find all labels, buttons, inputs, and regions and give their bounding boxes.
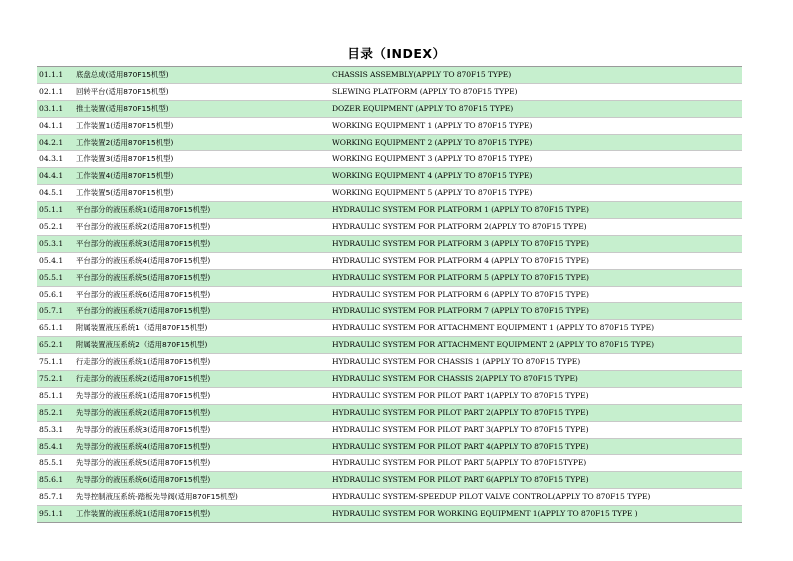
index-row (37, 253, 742, 270)
index-title-en: WORKING EQUIPMENT 3 (APPLY TO 870F15 TYPE) (332, 154, 533, 164)
index-code: 65.2.1 (39, 340, 64, 350)
index-title-en: HYDRAULIC SYSTEM FOR PILOT PART 6(APPLY TO 870F15 TYPE) (332, 475, 589, 485)
index-title-en: WORKING EQUIPMENT 1 (APPLY TO 870F15 TYPE) (332, 120, 533, 130)
index-title-cn: 工作装置3(适用870F15机型) (76, 154, 174, 164)
index-code: 04.3.1 (39, 154, 64, 164)
index-code: 05.7.1 (39, 306, 64, 316)
index-code: 75.1.1 (39, 357, 64, 367)
index-title-cn: 推土装置(适用870F15机型) (76, 103, 169, 113)
index-title-cn: 平台部分的液压系统5(适用870F15机型) (76, 272, 211, 282)
index-title-en: HYDRAULIC SYSTEM FOR PILOT PART 4(APPLY TO 870F15 TYPE) (332, 441, 589, 451)
index-title-en: HYDRAULIC SYSTEM FOR PLATFORM 6 (APPLY TO 870F15 TYPE) (332, 289, 589, 299)
index-title-en: WORKING EQUIPMENT 2 (APPLY TO 870F15 TYPE) (332, 137, 533, 147)
index-row (37, 303, 742, 320)
index-title-en: HYDRAULIC SYSTEM FOR PILOT PART 3(APPLY TO 870F15 TYPE) (332, 424, 589, 434)
index-code: 05.2.1 (39, 222, 64, 232)
index-code: 85.4.1 (39, 441, 64, 451)
index-title-cn: 平台部分的液压系统2(适用870F15机型) (76, 222, 211, 232)
index-row (37, 202, 742, 219)
index-row (37, 422, 742, 439)
index-title-en: WORKING EQUIPMENT 4 (APPLY TO 870F15 TYPE) (332, 171, 533, 181)
index-row (37, 405, 742, 422)
index-row (37, 219, 742, 236)
index-title-en: HYDRAULIC SYSTEM FOR CHASSIS 2(APPLY TO 870F15 TYPE) (332, 374, 578, 384)
index-title-cn: 工作装置5(适用870F15机型) (76, 188, 174, 198)
index-title-en: HYDRAULIC SYSTEM FOR PILOT PART 2(APPLY TO 870F15 TYPE) (332, 407, 589, 417)
index-title-cn: 底盘总成(适用870F15机型) (76, 70, 169, 79)
index-title-cn: 工作装置4(适用870F15机型) (76, 171, 174, 181)
index-row (37, 287, 742, 304)
index-code: 01.1.1 (39, 70, 64, 79)
index-row (37, 337, 742, 354)
index-row (37, 67, 742, 84)
index-title-cn: 平台部分的液压系统3(适用870F15机型) (76, 238, 211, 248)
index-row (37, 455, 742, 472)
index-row (37, 236, 742, 253)
index-title-cn: 工作装置2(适用870F15机型) (76, 137, 174, 147)
index-title-cn: 回转平台(适用870F15机型) (76, 86, 169, 96)
index-code: 03.1.1 (39, 103, 64, 113)
index-title-cn: 先导部分的液压系统4(适用870F15机型) (76, 441, 211, 451)
index-row (37, 506, 742, 523)
index-code: 85.1.1 (39, 390, 64, 400)
index-title-en: CHASSIS ASSEMBLY(APPLY TO 870F15 TYPE) (332, 70, 512, 79)
index-code: 05.1.1 (39, 205, 64, 215)
index-title-en: HYDRAULIC SYSTEM FOR PLATFORM 7 (APPLY TO 870F15 TYPE) (332, 306, 589, 316)
index-row (37, 185, 742, 202)
index-row (37, 151, 742, 168)
index-table (37, 66, 742, 523)
index-title-en: SLEWING PLATFORM (APPLY TO 870F15 TYPE) (332, 86, 518, 96)
index-title-cn: 工作装置的液压系统1(适用870F15机型) (76, 509, 211, 519)
index-code: 05.6.1 (39, 289, 64, 299)
index-title-cn: 工作装置1(适用870F15机型) (76, 120, 174, 130)
index-title-en: HYDRAULIC SYSTEM FOR PLATFORM 1 (APPLY TO 870F15 TYPE) (332, 205, 589, 215)
index-title-en: WORKING EQUIPMENT 5 (APPLY TO 870F15 TYPE) (332, 188, 533, 198)
index-code: 04.2.1 (39, 137, 64, 147)
index-row (37, 489, 742, 506)
index-row (37, 270, 742, 287)
index-title-en: HYDRAULIC SYSTEM FOR ATTACHMENT EQUIPMENT 2 (APPLY TO 870F15 TYPE) (332, 340, 654, 350)
index-code: 65.1.1 (39, 323, 64, 333)
index-code: 04.5.1 (39, 188, 64, 198)
index-title-en: HYDRAULIC SYSTEM FOR PILOT PART 5(APPLY TO 870F15TYPE) (332, 458, 587, 468)
index-row (37, 439, 742, 456)
index-code: 05.4.1 (39, 255, 64, 265)
index-code: 04.4.1 (39, 171, 64, 181)
index-title-cn: 先导部分的液压系统1(适用870F15机型) (76, 390, 211, 400)
index-title-en: HYDRAULIC SYSTEM FOR WORKING EQUIPMENT 1(APPLY TO 870F15 TYPE ) (332, 509, 638, 519)
index-title-en: DOZER EQUIPMENT (APPLY TO 870F15 TYPE) (332, 103, 514, 113)
index-code: 05.3.1 (39, 238, 64, 248)
index-title-cn: 先导部分的液压系统3(适用870F15机型) (76, 424, 211, 434)
index-row (37, 472, 742, 489)
index-title-cn: 先导部分的液压系统2(适用870F15机型) (76, 407, 211, 417)
index-row (37, 320, 742, 337)
index-code: 04.1.1 (39, 120, 64, 130)
index-title-en: HYDRAULIC SYSTEM FOR PLATFORM 3 (APPLY TO 870F15 TYPE) (332, 238, 589, 248)
index-code: 85.5.1 (39, 458, 64, 468)
index-row (37, 118, 742, 135)
index-title-cn: 行走部分的液压系统2(适用870F15机型) (76, 374, 211, 384)
index-code: 75.2.1 (39, 374, 64, 384)
index-row (37, 354, 742, 371)
index-row (37, 371, 742, 388)
index-row (37, 135, 742, 152)
index-code: 85.3.1 (39, 424, 64, 434)
index-title-cn: 附属装置液压系统2（适用870F15机型) (76, 340, 208, 350)
index-title-cn: 行走部分的液压系统1(适用870F15机型) (76, 357, 211, 367)
index-row (37, 168, 742, 185)
index-title-cn: 平台部分的液压系统6(适用870F15机型) (76, 289, 211, 299)
index-title-en: HYDRAULIC SYSTEM FOR PLATFORM 5 (APPLY TO 870F15 TYPE) (332, 272, 589, 282)
index-row (37, 388, 742, 405)
index-code: 02.1.1 (39, 86, 64, 96)
index-title-en: HYDRAULIC SYSTEM FOR CHASSIS 1 (APPLY TO 870F15 TYPE) (332, 357, 581, 367)
index-title-en: HYDRAULIC SYSTEM FOR ATTACHMENT EQUIPMENT 1 (APPLY TO 870F15 TYPE) (332, 323, 654, 333)
index-row (37, 84, 742, 101)
index-code: 85.6.1 (39, 475, 64, 485)
index-title-en: HYDRAULIC SYSTEM FOR PLATFORM 2(APPLY TO 870F15 TYPE) (332, 222, 587, 232)
index-title-cn: 先导部分的液压系统6(适用870F15机型) (76, 475, 211, 485)
index-title-en: HYDRAULIC SYSTEM FOR PILOT PART 1(APPLY TO 870F15 TYPE) (332, 390, 589, 400)
index-title-cn: 先导控制液压系统-踏板先导阀(适用870F15机型) (76, 492, 238, 502)
index-title-cn: 附属装置液压系统1（适用870F15机型) (76, 323, 208, 333)
index-title-en: HYDRAULIC SYSTEM FOR PLATFORM 4 (APPLY TO 870F15 TYPE) (332, 255, 589, 265)
index-title-en: HYDRAULIC SYSTEM-SPEEDUP PILOT VALVE CONTROL(APPLY TO 870F15 TYPE) (332, 492, 651, 502)
index-code: 95.1.1 (39, 509, 64, 519)
index-code: 05.5.1 (39, 272, 64, 282)
index-row (37, 101, 742, 118)
index-title-cn: 先导部分的液压系统5(适用870F15机型) (76, 458, 211, 468)
index-title-cn: 平台部分的液压系统1(适用870F15机型) (76, 205, 211, 215)
index-title-cn: 平台部分的液压系统7(适用870F15机型) (76, 306, 211, 316)
index-code: 85.2.1 (39, 407, 64, 417)
page-title: 目录（INDEX） (347, 46, 446, 61)
index-code: 85.7.1 (39, 492, 64, 502)
index-title-cn: 平台部分的液压系统4(适用870F15机型) (76, 255, 211, 265)
